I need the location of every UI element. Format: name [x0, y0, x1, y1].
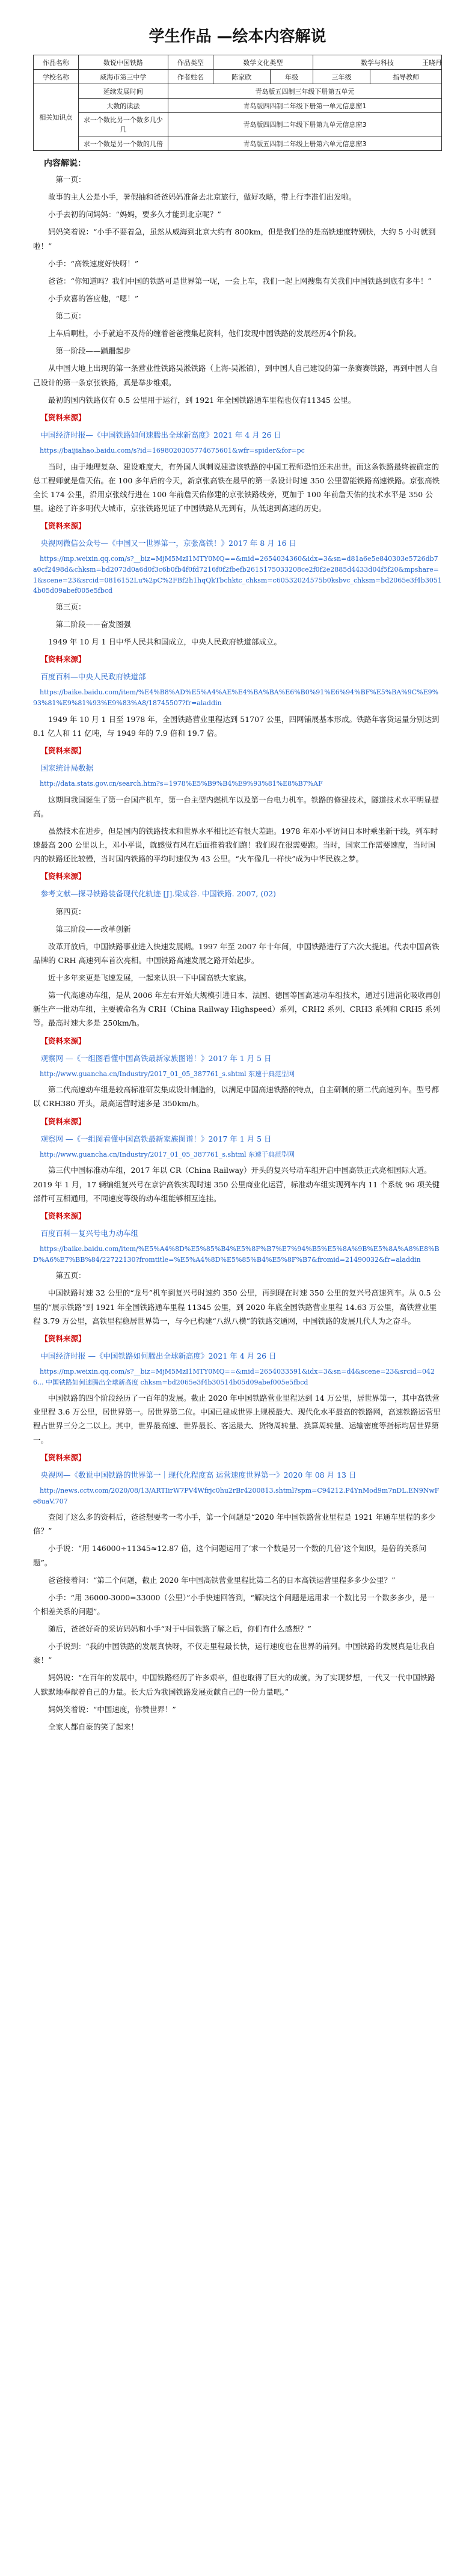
cell-author: 陈家欣: [213, 70, 270, 84]
cell-label-work-type: 作品类型: [168, 55, 213, 70]
paragraph: 全家人都自豪的笑了起来！: [48, 1722, 139, 1731]
kp-row: [34, 99, 442, 113]
paragraph: 妈妈说：“在百年的发展中，中国铁路经历了许多艰辛，但也取得了巨大的成就。为了实现梦想，一代又一代中国铁路人默默地奉献着自己的力量。长大后为我国铁路发展贡献自己的一份力量吧。”: [33, 1673, 435, 1696]
paragraph: 中国铁路时速 32 公里的“龙号”机车到复兴号时速约 350 公里，再到现在时速 350 公里的复兴号高速列车。从 0.5 公里的“展示铁路”到 1921 年全国铁路通车里程 11345 公里，到 2020 年底全国铁路营业里程 14.63 万公里，高铁营业里程 3.79 万公里，高铁里程稳居世界第一，与今已构建“八纵八横”的铁路交通网，中国铁路的发展几代人为之奋斗。: [33, 1288, 441, 1326]
paragraph: 小手欢喜的答应他，“嗯！”: [48, 293, 139, 303]
source-url[interactable]: http://www.guancha.cn/Industry/2017_01_05_387761_s.shtml 东速于典范型网: [40, 1069, 295, 1078]
kp-row: [34, 113, 442, 136]
cell-label-school: 学校名称: [34, 70, 79, 84]
paragraph: 小手：“高铁速度好快呀！”: [48, 259, 139, 268]
stage-heading: 第一阶段——蹒跚起步: [55, 346, 131, 356]
kp-topic: 大数的读法: [78, 99, 168, 113]
paragraph: 小手说：“用 146000÷11345≈12.87 倍，这个问题运用了‘求一个数是另一个数的几倍’这个知识，是倍的关系问题”。: [33, 1544, 426, 1567]
paragraph: 虽然技术在进步，但是国内的铁路技术和世界水平相比还有很大差距。1978 年邓小平访问日本时乘坐新干线，列车时速最高 200 公里以上，邓小平说，就感觉有风在后面推着我们跑！我们现在很需要跑。当时，国家工作需要速度，当时国内的铁路还比较慢，当时国内铁路的平均时速仅为 43 公里。“火车像几一样快”成为中华民族之梦。: [33, 826, 438, 864]
paragraph: 故事的主人公是小手，暑假抽和爸爸妈妈准备去北京旅行，做好攻略，带上行李准们出发啦。: [48, 192, 357, 202]
cell-label-knowledge-points: 相关知识点: [34, 84, 79, 151]
source-link[interactable]: 观察网 —《一组图看懂中国高铁最新家族图谱！》2017 年 1 月 5 日: [40, 1134, 272, 1143]
source-link[interactable]: 百度百科—复兴号电力动车组: [40, 1228, 139, 1238]
stage-heading: 第三阶段——改革创新: [55, 924, 131, 934]
page-heading: 第四页：: [55, 907, 86, 916]
source-label: 【资料来源】: [40, 1452, 86, 1462]
kp-source: 青岛版五四制二年级上册第六单元信息窗3: [168, 136, 442, 151]
kp-head-left: 延续发展时间: [78, 84, 168, 99]
source-url[interactable]: https://baijiahao.baidu.com/s?id=1698020305774675601&wfr=spider&for=pc: [40, 447, 305, 454]
page-heading: 第一页：: [55, 175, 86, 184]
source-url[interactable]: http://data.stats.gov.cn/search.htm?s=1978%E5%B9%B4%E9%93%81%E8%B7%AF: [40, 780, 323, 788]
page-heading: 第五页：: [55, 1271, 86, 1280]
paragraph: 小手说到：“我的中国铁路的发展真快呀，不仅走里程最长快，运行速度也在世界的前列。中国铁路的发展真是让我自豪！”: [33, 1642, 435, 1665]
section-title: 内容解说：: [44, 159, 86, 168]
source-url[interactable]: https://mp.weixin.qq.com/s?__biz=MjM5MzI1MTY0MQ==&mid=2654033591&idx=3&sn=d4&scene=23&srcid=0426... 中国铁路如何速腾出全球新高度 chksm=bd2065e3f4b30514b05d09abef005e5fbcd: [33, 1368, 435, 1386]
source-link[interactable]: 参考文献—探寻铁路装备现代化轨迹 [J].梁成谷. 中国铁路. 2007, (02): [40, 889, 277, 899]
page-heading: 第二页：: [55, 311, 86, 320]
info-table: [33, 55, 442, 151]
paragraph: 从中国大地上出现的第一条营业性铁路吴淞铁路（上海-吴淞镇），到中国人自己建设的第一条赛赛铁路，再到中国人自己设计的第一条京张铁路，真是举步维艰。: [33, 364, 438, 387]
source-url[interactable]: http://news.cctv.com/2020/08/13/ARTIirW7PV4Wfrjc0hu2rBr4200813.shtml?spm=C94212.P4YnMod9m7nDL.EN9NwFe8uaV.707: [33, 1486, 440, 1505]
kp-topic: 求一个数比另一个数多几少几: [78, 113, 168, 136]
cell-grade: 三年级: [313, 70, 370, 84]
source-link[interactable]: 中国经济时报 —《中国铁路如何腾出全球新高度》2021 年 4 月 26 日: [40, 1351, 277, 1360]
paragraph: 这期间我国诞生了第一台国产机车，第一台主型内燃机车以及第一台电力机车。铁路的修建技术，隧道技术水平明显提高。: [33, 795, 440, 818]
paragraph: 爸爸：“你知道吗？我们中国的铁路可是世界第一呢，一会上车，我们一起上网搜集有关我们中国铁路到底有多牛！”: [48, 276, 432, 286]
paragraph: 第二代高速动车组是较高标准研发集成设计制造的，以满足中国高速铁路的特点，自主研制的第二代高速列车。型号都以 CRH380 开头，最高运营时速多是 350km/h。: [33, 1085, 440, 1109]
cell-work-category: 数学与科技: [313, 55, 442, 70]
content-body: [33, 173, 442, 1734]
source-label: 【资料来源】: [40, 1333, 86, 1343]
source-url[interactable]: https://mp.weixin.qq.com/s?__biz=MjM5MzI1MTY0MQ==&mid=2654034360&idx=3&sn=d81a6e5e840303e5726db7a0cf2498d&chksm=bd2073d0a6d0f3c6b0fb4f0fd7216f0f2fbefb2615175033208ce2f0f2e2885d4433d04f5f20&mpshare=1&scene=23&srcid=0816152Lu%2pC%2FBf2h1hqQkTbchktc_chksm=c60532024575b0ksbvc_chksm=bd2065e3f4b30514b05d09abef005e5fbcd: [33, 555, 442, 595]
source-label: 【资料来源】: [40, 745, 86, 755]
source-link[interactable]: 观察网 —《一组图看懂中国高铁最新家族图谱！》2017 年 1 月 5 日: [40, 1053, 272, 1063]
paragraph: 小手去初的问妈妈：“妈妈，要多久才能到北京呢？”: [48, 210, 221, 219]
paragraph: 随后，爸爸好奇的采访妈妈和小手“对于中国铁路了解之后，你们有什么感想？”: [48, 1624, 311, 1633]
info-row-kp-head: [34, 84, 442, 99]
paragraph: 第三代中国标准动车组，2017 年以 CR（China Railway）开头的复兴号动车组开启中国高铁正式亮相国际大道。2019 年 1 月，17 辆编组复兴号在京沪高铁实现时速 350 公里商业化运营，标准动车组实现列车内 11 个系统 96 项关键部件可互相通用，不同速度等级的动车组能够相互连挂。: [33, 1166, 440, 1203]
page-heading: 第三页：: [55, 602, 86, 611]
stage-heading: 第二阶段——奋发图强: [55, 619, 131, 629]
source-url[interactable]: https://baike.baidu.com/item/%E5%A4%8D%E5%85%B4%E5%8F%B7%E7%94%B5%E5%8A%9B%E5%8A%A8%E8%BD%A6%E7%BB%84/22722130?fromtitle=%E5%A4%8D%E5%85%B4%E5%8F%B7&fromid=21490032&fr=aladdin: [33, 1245, 440, 1264]
cell-work-type: 数学文化类型: [213, 55, 313, 70]
paragraph: 上车后啊杜，小手就迫不及待的缠着爸爸搜集起资料，他们发现中国铁路的发展经历4个阶段。: [48, 329, 361, 338]
paragraph: 妈妈笑着说：“小手不要着急，虽然从威海到北京大约有 800km，但是我们坐的是高铁速度特别快，大约 5 小时就到啦！”: [33, 227, 436, 251]
kp-source: 青岛版四四制二年级下册第一单元信息窗1: [168, 99, 442, 113]
source-label: 【资料来源】: [40, 1036, 86, 1045]
info-row-school: [34, 70, 442, 84]
source-link[interactable]: 央视网微信公众号—《中国又一世界第一，京张高铁！》2017 年 8 月 16 日: [40, 539, 297, 548]
page-title: 学生作品 —绘本内容解说: [149, 28, 326, 46]
paragraph: 近十多年来更是飞速发展，一起来认识一下中国高铁大家族。: [48, 973, 251, 982]
paragraph: 改革开放后，中国铁路事业进入快速发展期。1997 年至 2007 年十年间，中国铁路进行了六次大提速。代表中国高铁品牌的 CRH 高速列车首次亮相。中国铁路高速发展之路开始起步。: [33, 941, 440, 965]
kp-row: [34, 136, 442, 151]
source-url[interactable]: https://baike.baidu.com/item/%E4%B8%AD%E5%A4%AE%E4%BA%BA%E6%B0%91%E6%94%BF%E5%BA%9C%E9%93%81%E9%81%93%E9%83%A8/18745507?fr=aladdin: [33, 688, 439, 707]
paragraph: 第一代高速动车组，是从 2006 年左右开始大规模引进日本、法国、德国等国高速动车组技术，通过引进消化吸收再创新生产一批动车组，主要被命名为 CRH（China Railway Highspeed）系列，CRH2 系列、CRH3 系列和 CRH5 系列等。最高时速大多是 250km/h。: [33, 991, 441, 1028]
kp-source: 青岛版四四制二年级下册第九单元信息窗3: [168, 113, 442, 136]
source-label: 【资料来源】: [40, 1211, 86, 1220]
source-label: 【资料来源】: [40, 1116, 86, 1126]
cell-work-name: 数说中国铁路: [78, 55, 168, 70]
source-label: 【资料来源】: [40, 412, 86, 422]
paragraph: 妈妈笑着说：“中国速度，你赞世界！”: [48, 1704, 176, 1714]
source-label: 【资料来源】: [40, 655, 86, 664]
paragraph: 最初的国内铁路仅有 0.5 公里用于运行，到 1921 年全国铁路通车里程也仅有11345 公里。: [48, 395, 356, 405]
info-row-work: [34, 55, 442, 70]
source-link[interactable]: 中国经济时报—《中国铁路如何速腾出全球新高度》2021 年 4 月 26 日: [40, 430, 282, 439]
kp-head-right: 青岛版五四制三年级下册第五单元: [168, 84, 442, 99]
paragraph: 中国铁路的四个阶段经历了一百年的发展。截止 2020 年中国铁路营业里程达到 14 万公里，居世界第一，其中高铁营业里程 3.6 万公里，居世界第一。居世界第二位。中国已建成世界上规模最大、现代化水平最高的铁路网，高速铁路运营里程占世界三分之二以上。其中，世界最高速、世界最长、客运最大、货物周转量、换算周转量、运输密度等指标均居世界第一。: [33, 1394, 441, 1445]
source-link[interactable]: 国家统计局数据: [40, 763, 94, 772]
paragraph: 1949 年 10 月 1 日中华人民共和国成立，中央人民政府铁道部成立。: [48, 637, 282, 646]
paragraph: 1949 年 10 月 1 日至 1978 年，全国铁路营业里程达到 51707 公里，四网铺展基本形成。铁路年客货运量分别达到 8.1 亿人和 11 亿吨，与 1949 年的 7.9 倍和 19.7 倍。: [33, 714, 440, 738]
paragraph: 查阅了这么多的资料后，爸爸想要考一考小手，第一个问题是“2020 年中国铁路营业里程是 1921 年通车里程的多少倍？”: [33, 1513, 436, 1536]
paragraph: 当时，由于地理复杂、建设难度大，有外国人讽刺说建造该铁路的中国工程师恐怕还未出世。而这条铁路最终被确定的总工程师就是詹天佑。在 100 多年后的今天，新京张高铁在最早的第一条设计时速 350 公里智能铁路高速铁路。京张高铁全长 174 公里，沿用京张线行进在 100 年前詹天佑修建的京张铁路线旁，更加于 100 年前詹天佑的技术水平是 350 公里。途经了许多明代大城市，京张铁路见证了中国铁路从无到有，从低速到高速的历史。: [33, 462, 440, 513]
source-link[interactable]: 央视网—《数说中国铁路的世界第一｜现代化程度高 运营速度世界第一》2020 年 08 月 13 日: [40, 1470, 357, 1479]
kp-topic: 求一个数是另一个数的几倍: [78, 136, 168, 151]
cell-teacher: 王晓丹: [422, 59, 442, 67]
source-label: 【资料来源】: [40, 872, 86, 881]
cell-label-author: 作者姓名: [168, 70, 213, 84]
paragraph: 爸爸接着问：“第二个问题，截止 2020 年中国高铁营业里程比第二名的日本高铁运营里程多多少公里？”: [48, 1575, 396, 1585]
source-link[interactable]: 百度百科—中央人民政府铁道部: [40, 672, 146, 682]
source-label: 【资料来源】: [40, 521, 86, 531]
source-url[interactable]: http://www.guancha.cn/Industry/2017_01_05_387761_s.shtml 东速于典范型网: [40, 1150, 295, 1158]
cell-label-work-name: 作品名称: [34, 55, 79, 70]
cell-school: 威海市第三中学: [78, 70, 168, 84]
cell-label-grade: 年级: [270, 70, 313, 84]
cell-label-teacher: 指导教师: [370, 70, 442, 84]
paragraph: 小手：“用 36000-3000=33000（公里）”小手快速回答到，“解决这个问题是运用求一个数比另一个数多多少，是一个相差关系的问题”。: [33, 1592, 435, 1616]
